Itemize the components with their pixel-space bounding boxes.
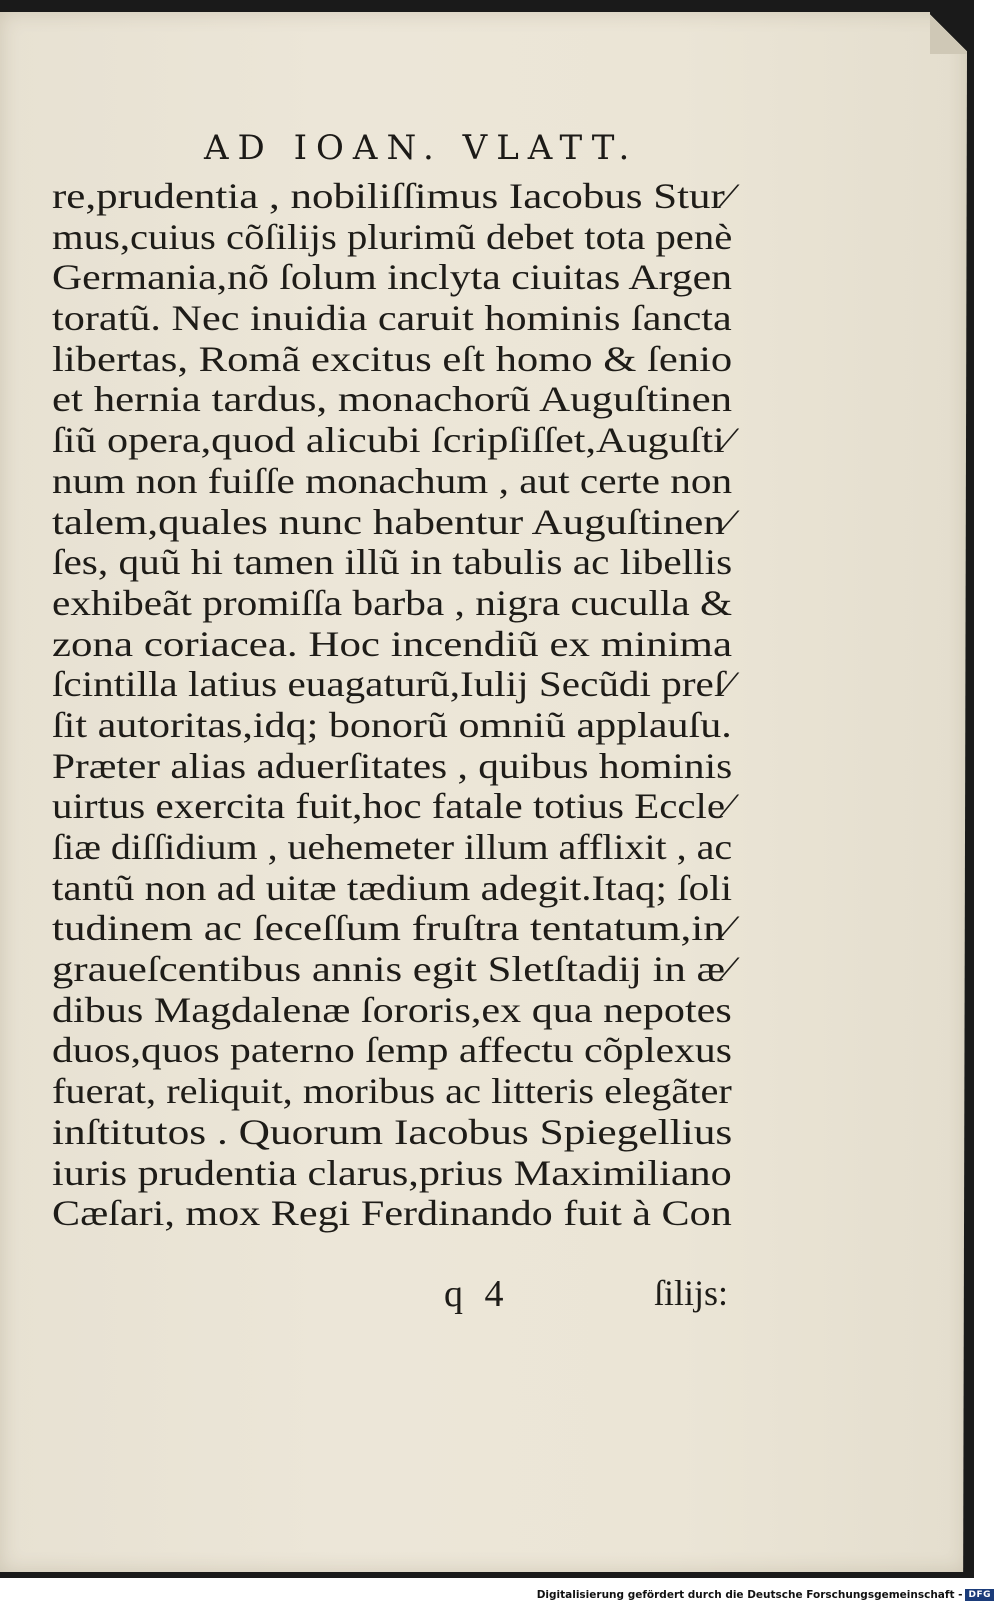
text-line: graueſcentibus annis egit Sletſtadij in æ⁄ xyxy=(52,949,733,990)
text-line: libertas, Romã excitus eſt homo & ſenio xyxy=(52,338,733,379)
dfg-logo: DFG xyxy=(965,1589,994,1601)
text-line: re,prudentia , nobiliſſimus Iacobus Stur⁄ xyxy=(52,176,733,216)
text-line: exhibeãt promiſſa barba , nigra cuculla & xyxy=(52,582,733,623)
text-line: uirtus exercita fuit,hoc fatale totius Eccle⁄ xyxy=(52,786,732,827)
text-line: iuris prudentia clarus,prius Maximiliano xyxy=(52,1152,732,1193)
credit-text: Digitalisierung gefördert durch die Deutsche Forschungsgemeinschaft - xyxy=(536,1589,963,1601)
text-line: ſiæ diſſidium , uehemeter illum afflixit , ac xyxy=(52,827,733,867)
text-line: fuerat, reliquit, moribus ac litteris elegãter xyxy=(52,1071,732,1112)
text-line: inſtitutos . Quorum Iacobus Spiegellius xyxy=(52,1111,733,1152)
text-line: ſcintilla latius euagaturũ,Iulij Secũdi preſ⁄ xyxy=(52,664,733,705)
running-header: AD IOAN. VLATT. xyxy=(204,128,639,168)
text-line: Præter alias aduerſitates , quibus hominis xyxy=(52,745,733,786)
text-line: duos,quos paterno ſemp affectu cõplexus xyxy=(52,1030,732,1071)
text-line: ſiũ opera,quod alicubi ſcripſiſſet,Auguſti⁄ xyxy=(52,420,732,461)
digitization-credit xyxy=(537,1589,994,1601)
text-line: et hernia tardus, monachorũ Auguſtinen xyxy=(52,379,733,420)
catchword: ſilijs: xyxy=(654,1273,729,1313)
text-line: zona coriacea. Hoc incendiũ ex minima xyxy=(52,623,733,664)
text-line: talem,quales nunc habentur Auguſtinen⁄ xyxy=(52,501,733,542)
text-line: ſit autoritas,idq; bonorũ omniũ applauſu. xyxy=(52,704,732,745)
signature-mark: q 4 xyxy=(444,1273,510,1315)
text-line: Germania,nõ ſolum inclyta ciuitas Argen xyxy=(52,257,732,298)
text-line: num non fuiſſe monachum , aut certe non xyxy=(52,460,733,501)
text-line: toratũ. Nec inuidia caruit hominis ſancta xyxy=(52,298,732,339)
text-line: Cæſari, mox Regi Ferdinando fuit à Con xyxy=(52,1193,732,1234)
page-footer xyxy=(0,1272,967,1316)
text-line: ſes, quũ hi tamen illũ in tabulis ac libellis xyxy=(52,542,733,583)
text-line: tudinem ac ſeceſſum fruſtra tentatum,in⁄ xyxy=(52,908,732,949)
text-line: dibus Magdalenæ ſororis,ex qua nepotes xyxy=(52,989,732,1030)
text-line: mus,cuius cõſilijs plurimũ debet tota penè xyxy=(52,216,733,257)
text-line: tantũ non ad uitæ tædium adegit.Itaq; ſoli xyxy=(52,867,733,908)
body-text xyxy=(52,176,732,1234)
page-corner xyxy=(930,12,967,54)
